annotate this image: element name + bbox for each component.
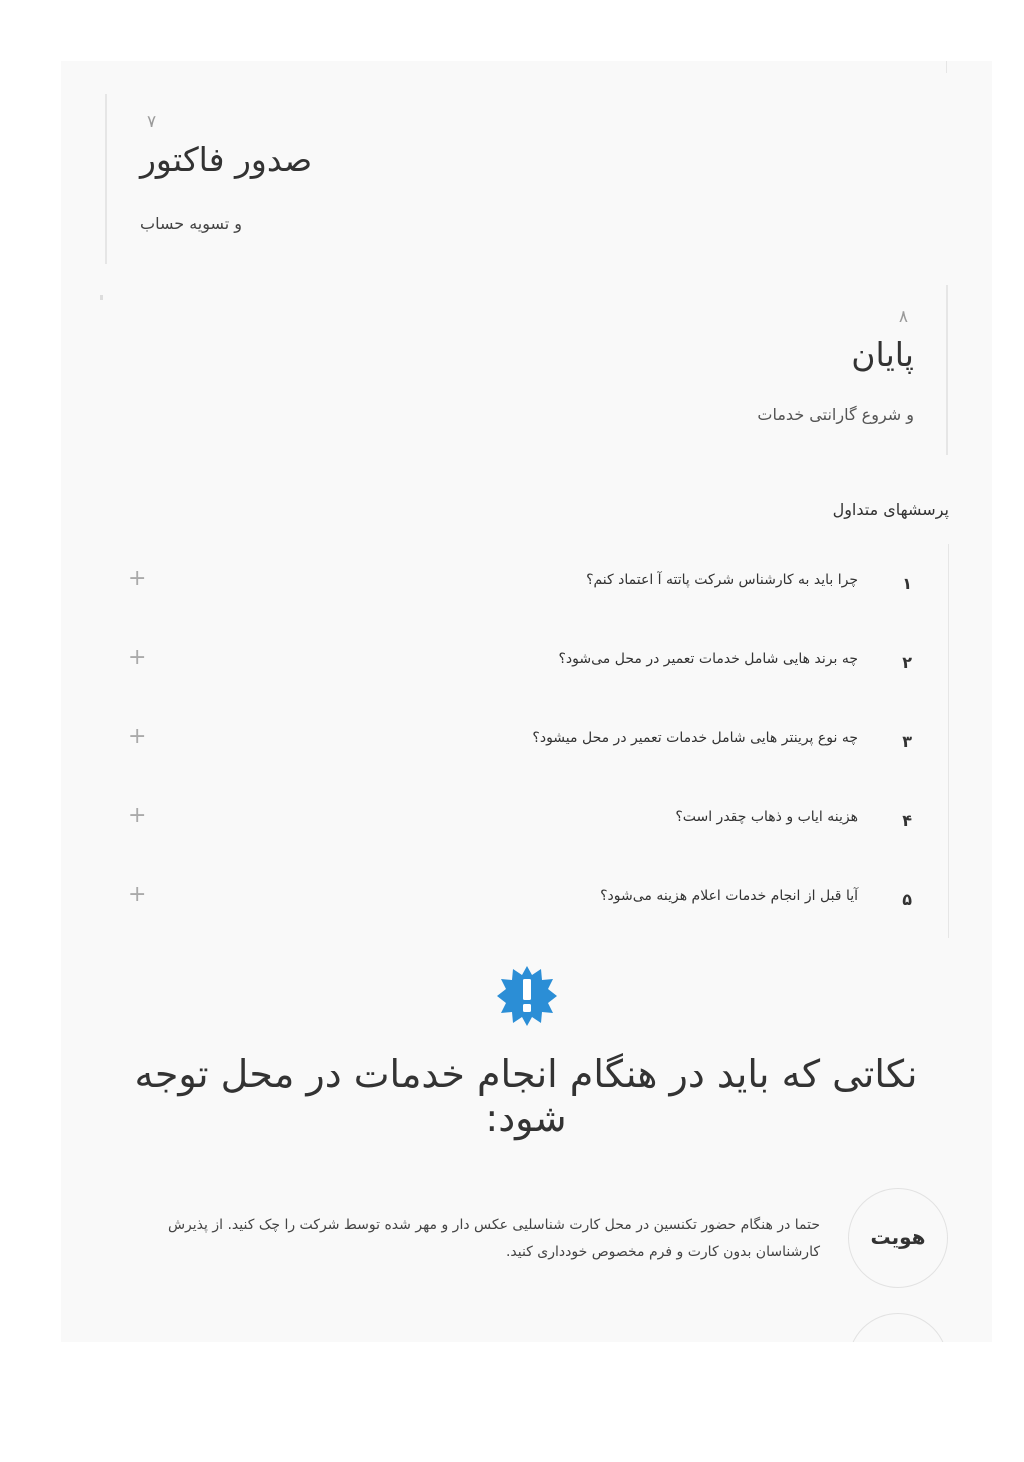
faq-question[interactable]: آیا قبل از انجام خدمات اعلام هزینه می‌شود؟ [600, 888, 858, 904]
page-background [61, 1342, 992, 1462]
faq-question[interactable]: هزینه ایاب و ذهاب چقدر است؟ [675, 809, 858, 825]
faq-index: ۳ [902, 732, 912, 751]
plus-icon[interactable]: + [128, 566, 147, 591]
step-number: ۷ [147, 112, 157, 132]
step-7-card [105, 94, 367, 264]
faq-item[interactable] [120, 702, 948, 780]
faq-item[interactable] [120, 544, 948, 622]
step-number: ۸ [898, 307, 908, 327]
notice-title: نکاتی که باید در هنگام انجام خدمات در محل توجه شود: [134, 1052, 918, 1140]
step-title: پایان [851, 335, 914, 374]
faq-index: ۵ [902, 890, 912, 909]
divider-tick [946, 61, 947, 73]
plus-icon[interactable]: + [128, 882, 147, 907]
divider-dot [100, 295, 103, 300]
exclamation-badge-icon [496, 965, 558, 1027]
faq-index: ۲ [902, 653, 912, 672]
faq-list [120, 544, 949, 938]
hint-label: هویت [870, 1225, 926, 1249]
faq-question[interactable]: چه نوع پرینتر هایی شامل خدمات تعمیر در محل میشود؟ [532, 730, 858, 746]
step-subtitle: و شروع گارانتی خدمات [757, 405, 914, 424]
plus-icon[interactable]: + [128, 724, 147, 749]
faq-heading: پرسشهای متداول [832, 500, 949, 519]
faq-item[interactable] [120, 781, 948, 859]
hint-text: حتما در هنگام حضور تکنسین در محل کارت شناسلیی عکس دار و مهر شده توسط شرکت را چک کنید. از پذیرش کارشناسان بدون کارت و فرم مخصوص خودداری کنید. [167, 1217, 820, 1260]
faq-index: ۱ [902, 574, 912, 593]
step-8-card [700, 285, 948, 455]
faq-question[interactable]: چرا باید به کارشناس شرکت پاتته آ اعتماد کنم؟ [586, 572, 858, 588]
plus-icon[interactable]: + [128, 803, 147, 828]
hint-label-circle [848, 1188, 948, 1288]
plus-icon[interactable]: + [128, 645, 147, 670]
step-subtitle: و تسویه حساب [140, 214, 243, 233]
faq-item[interactable] [120, 623, 948, 701]
step-title: صدور فاکتور [140, 140, 313, 179]
faq-question[interactable]: چه برند هایی شامل خدمات تعمیر در محل می‌شود؟ [558, 651, 858, 667]
faq-index: ۴ [902, 811, 912, 830]
faq-item[interactable] [120, 860, 948, 938]
